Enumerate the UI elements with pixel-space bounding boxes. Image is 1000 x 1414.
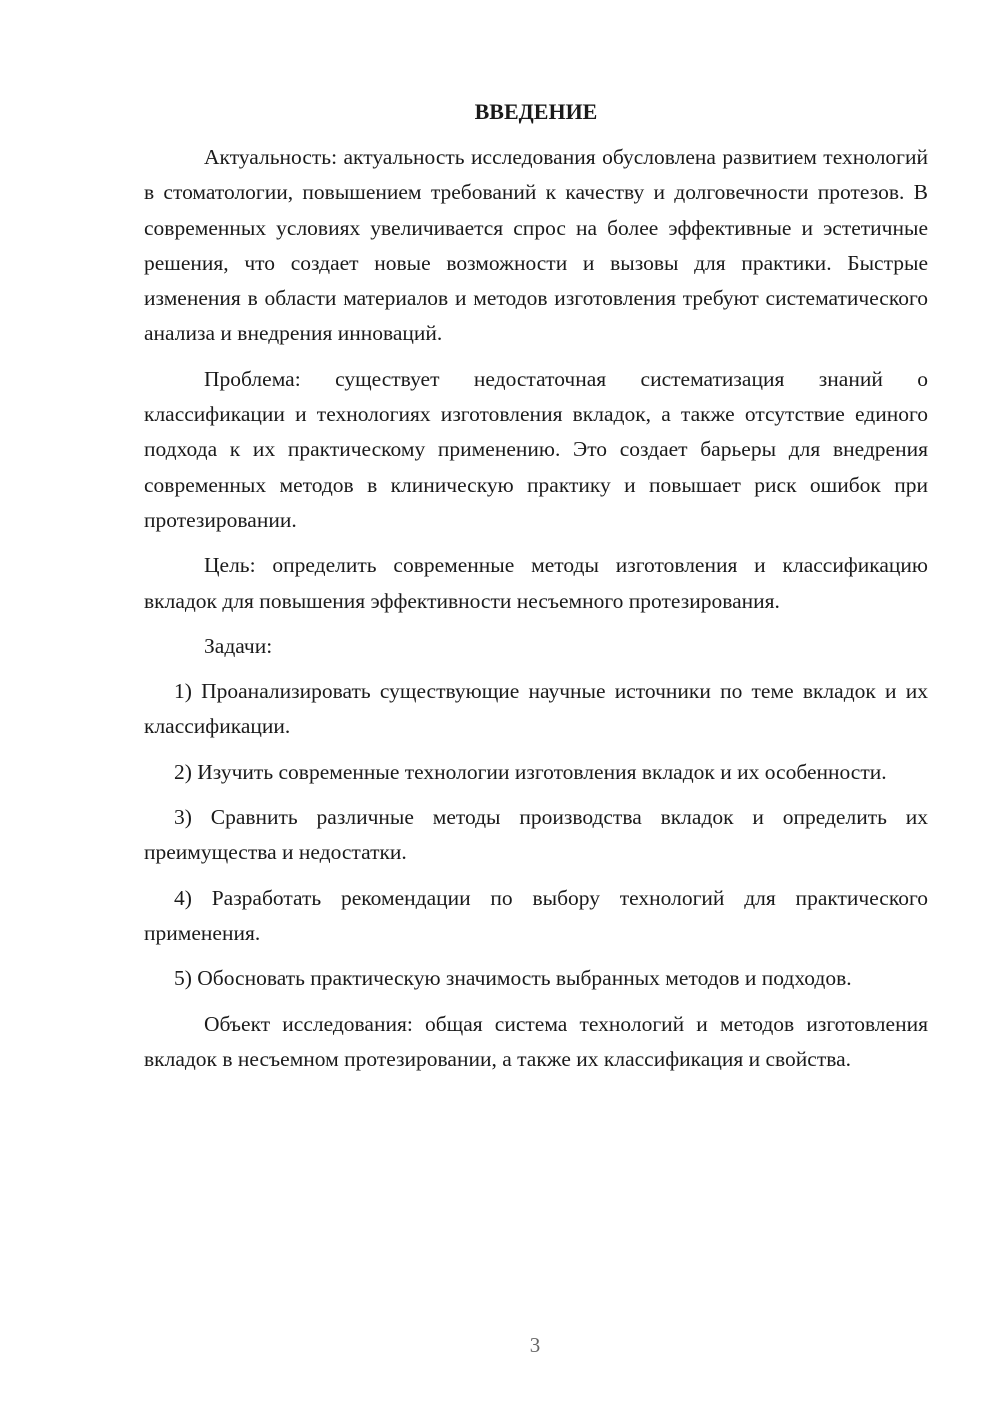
paragraph-object: Объект исследования: общая система технологий и методов изготовления вкладок в несъемном протезировании, а также их классификация и свойства. xyxy=(144,1011,928,1071)
document-page xyxy=(144,94,928,1087)
task-item-4: 4) Разработать рекомендации по выбору технологий для практического применения. xyxy=(144,885,928,945)
paragraph-goal: Цель: определить современные методы изготовления и классификацию вкладок для повышения эффективности несъемного протезирования. xyxy=(144,553,928,613)
page-number: 3 xyxy=(529,1333,541,1357)
task-item-3: 3) Сравнить различные методы производства вкладок и определить их преимущества и недостатки. xyxy=(144,805,928,865)
paragraph-relevance: Актуальность: актуальность исследования обусловлена развитием технологий в стоматологии, повышением требований к качеству и долговечности протезов. В современных условиях увеличивается спрос на более эффективные и эстетичные решения, что создает новые возможности и вызовы для практики. Быстрые изменения в области материалов и методов изготовления требуют систематического анализа и внедрения инноваций. xyxy=(144,145,928,346)
paragraph-tasks-heading: Задачи: xyxy=(204,633,273,658)
task-item-1: 1) Проанализировать существующие научные источники по теме вкладок и их классификации. xyxy=(144,679,928,739)
task-item-2: 2) Изучить современные технологии изготовления вкладок и их особенности. xyxy=(174,759,887,784)
task-item-5: 5) Обосновать практическую значимость выбранных методов и подходов. xyxy=(174,966,852,991)
section-title: ВВЕДЕНИЕ xyxy=(474,99,598,124)
paragraph-problem: Проблема: существует недостаточная систематизация знаний о классификации и технологиях изготовления вкладок, а также отсутствие единого подхода к их практическому применению. Это создает барьеры для внедрения современных методов в клиническую практику и повышает риск ошибок при протезировании. xyxy=(144,366,928,532)
